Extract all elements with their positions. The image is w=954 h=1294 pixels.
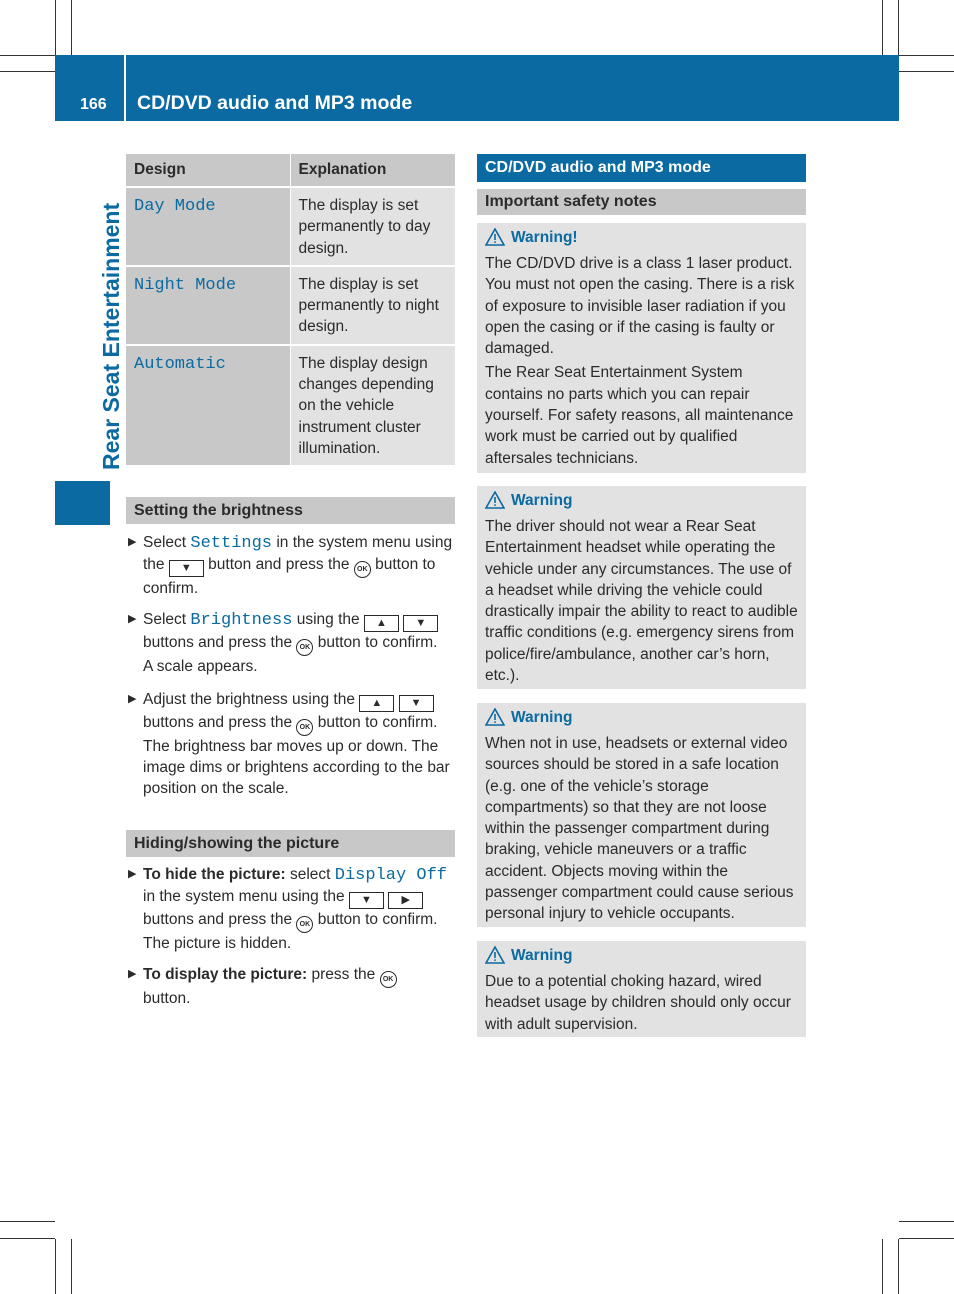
warning-triangle-icon: [485, 228, 505, 246]
warning-text: The Rear Seat Entertainment System contains no parts which you can repair yourself. For safety reasons, all maintenance work must be carried out by qualified aftersales technicians.: [485, 364, 794, 467]
crop-mark: [0, 1238, 55, 1239]
step-result: The picture is hidden.: [143, 935, 292, 953]
warning-box: [477, 703, 806, 927]
design-option: Automatic: [134, 354, 226, 374]
header-divider: [124, 55, 126, 121]
ok-button-icon: OK: [296, 639, 313, 656]
step-result: The brightness bar moves up or down. The image dims or brightens according to the bar position on the scale.: [143, 737, 450, 798]
side-tab-label: Rear Seat Entertainment: [98, 202, 124, 470]
crop-mark: [898, 1239, 899, 1294]
crop-mark: [899, 71, 954, 72]
explanation-cell: The display is set permanently to day design.: [290, 187, 455, 266]
ok-button-icon: OK: [354, 561, 371, 578]
crop-mark: [0, 1221, 55, 1222]
section-heading-picture: Hiding/showing the picture: [126, 830, 455, 857]
picture-steps: [126, 864, 458, 1018]
page-number: 166: [80, 96, 107, 113]
ok-button-icon: OK: [296, 916, 313, 933]
up-key-icon: ▲: [359, 695, 394, 712]
column-header-explanation: Explanation: [290, 154, 455, 187]
warning-box: [477, 941, 806, 1037]
crop-mark: [899, 55, 954, 56]
crop-mark: [0, 55, 55, 56]
list-item: ▶ Select Brightness using the ▲ ▼ buttons and press the OK button to confirm. A scale appears.: [126, 609, 458, 677]
step-arrow-icon: ▶: [128, 612, 137, 625]
warning-triangle-icon: [485, 491, 505, 509]
table-row: [126, 187, 455, 266]
design-table: [126, 154, 455, 467]
step-result: A scale appears.: [143, 657, 258, 675]
down-key-icon: ▼: [399, 695, 434, 712]
table-row: [126, 345, 455, 466]
column-header-design: Design: [126, 154, 290, 187]
list-item: ▶ To hide the picture: select Display Off in the system menu using the ▼ ▶ buttons and press the OK button to confirm. The picture is hidden.: [126, 864, 458, 955]
warning-triangle-icon: [485, 708, 505, 726]
crop-mark: [0, 71, 55, 72]
explanation-cell: The display design changes depending on the vehicle instrument cluster illumination.: [290, 345, 455, 466]
warning-box: [477, 223, 806, 473]
section-title: CD/DVD audio and MP3 mode: [477, 154, 806, 182]
warning-title: Warning: [511, 947, 573, 964]
down-key-icon: ▼: [349, 892, 384, 909]
brightness-steps: [126, 532, 458, 809]
page-title: CD/DVD audio and MP3 mode: [137, 92, 413, 114]
up-key-icon: ▲: [364, 615, 399, 632]
crop-mark: [882, 0, 883, 55]
down-key-icon: ▼: [403, 615, 438, 632]
list-item: ▶ Select Settings in the system menu using the ▼ button and press the OK button to confirm.: [128, 534, 453, 598]
step-arrow-icon: ▶: [128, 868, 137, 880]
settings-menu-item: Settings: [190, 534, 273, 553]
crop-mark: [55, 1239, 56, 1294]
list-item: ▶ Adjust the brightness using the ▲ ▼ buttons and press the OK button to confirm. The brightness bar moves up or down. The image dims or brightens according to the bar position on the scale.: [126, 689, 458, 800]
side-tab-marker: [55, 481, 110, 525]
step-arrow-icon: ▶: [128, 536, 137, 548]
step-arrow-icon: ▶: [128, 692, 137, 705]
warning-title: Warning: [511, 492, 573, 509]
crop-mark: [899, 1238, 954, 1239]
crop-mark: [898, 0, 899, 55]
explanation-cell: The display is set permanently to night design.: [290, 266, 455, 345]
step-arrow-icon: ▶: [128, 967, 137, 980]
crop-mark: [71, 0, 72, 55]
list-item: ▶ To display the picture: press the OK button.: [126, 964, 458, 1009]
section-heading-brightness: Setting the brightness: [126, 497, 455, 524]
ok-button-icon: OK: [380, 971, 397, 988]
table-row: [126, 266, 455, 345]
brightness-menu-item: Brightness: [190, 610, 293, 630]
crop-mark: [71, 1239, 72, 1294]
design-option: Night Mode: [134, 275, 237, 295]
warning-text: Due to a potential choking hazard, wired headset usage by children should only occur with adult supervision.: [485, 973, 791, 1033]
display-off-menu-item: Display Off: [334, 866, 447, 885]
warning-text: When not in use, headsets or external video sources should be stored in a safe location (e.g. one of the vehicle’s storage compartments) so that they are not loose within the passenger compartment during braking, vehicle maneuvers or a traffic accident. Objects moving within the passenger compartment could cause serious personal injury to vehicle occupants.: [485, 735, 794, 923]
warning-text: The CD/DVD drive is a class 1 laser product. You must not open the casing. There is a risk of exposure to invisible laser radiation if you open the casing or if the casing is faulty or damaged.: [485, 255, 795, 358]
design-option: Day Mode: [134, 197, 216, 216]
warning-box: [477, 486, 806, 689]
warning-triangle-icon: [485, 946, 505, 964]
crop-mark: [882, 1239, 883, 1294]
warning-title: Warning: [511, 709, 573, 726]
warning-title: Warning!: [511, 229, 578, 246]
down-key-icon: ▼: [169, 560, 204, 577]
subsection-title: Important safety notes: [477, 189, 806, 215]
crop-mark: [55, 0, 56, 55]
ok-button-icon: OK: [296, 719, 313, 736]
right-key-icon: ▶: [388, 892, 423, 909]
warning-text: The driver should not wear a Rear Seat Entertainment headset while operating the vehicle under any circumstances. The use of a headset while driving the vehicle could drastically impair the ability to react to audible traffic conditions (e.g. emergency sirens from police/fire/ambulance, another car’s horn, etc.).: [485, 518, 798, 685]
crop-mark: [899, 1221, 954, 1222]
